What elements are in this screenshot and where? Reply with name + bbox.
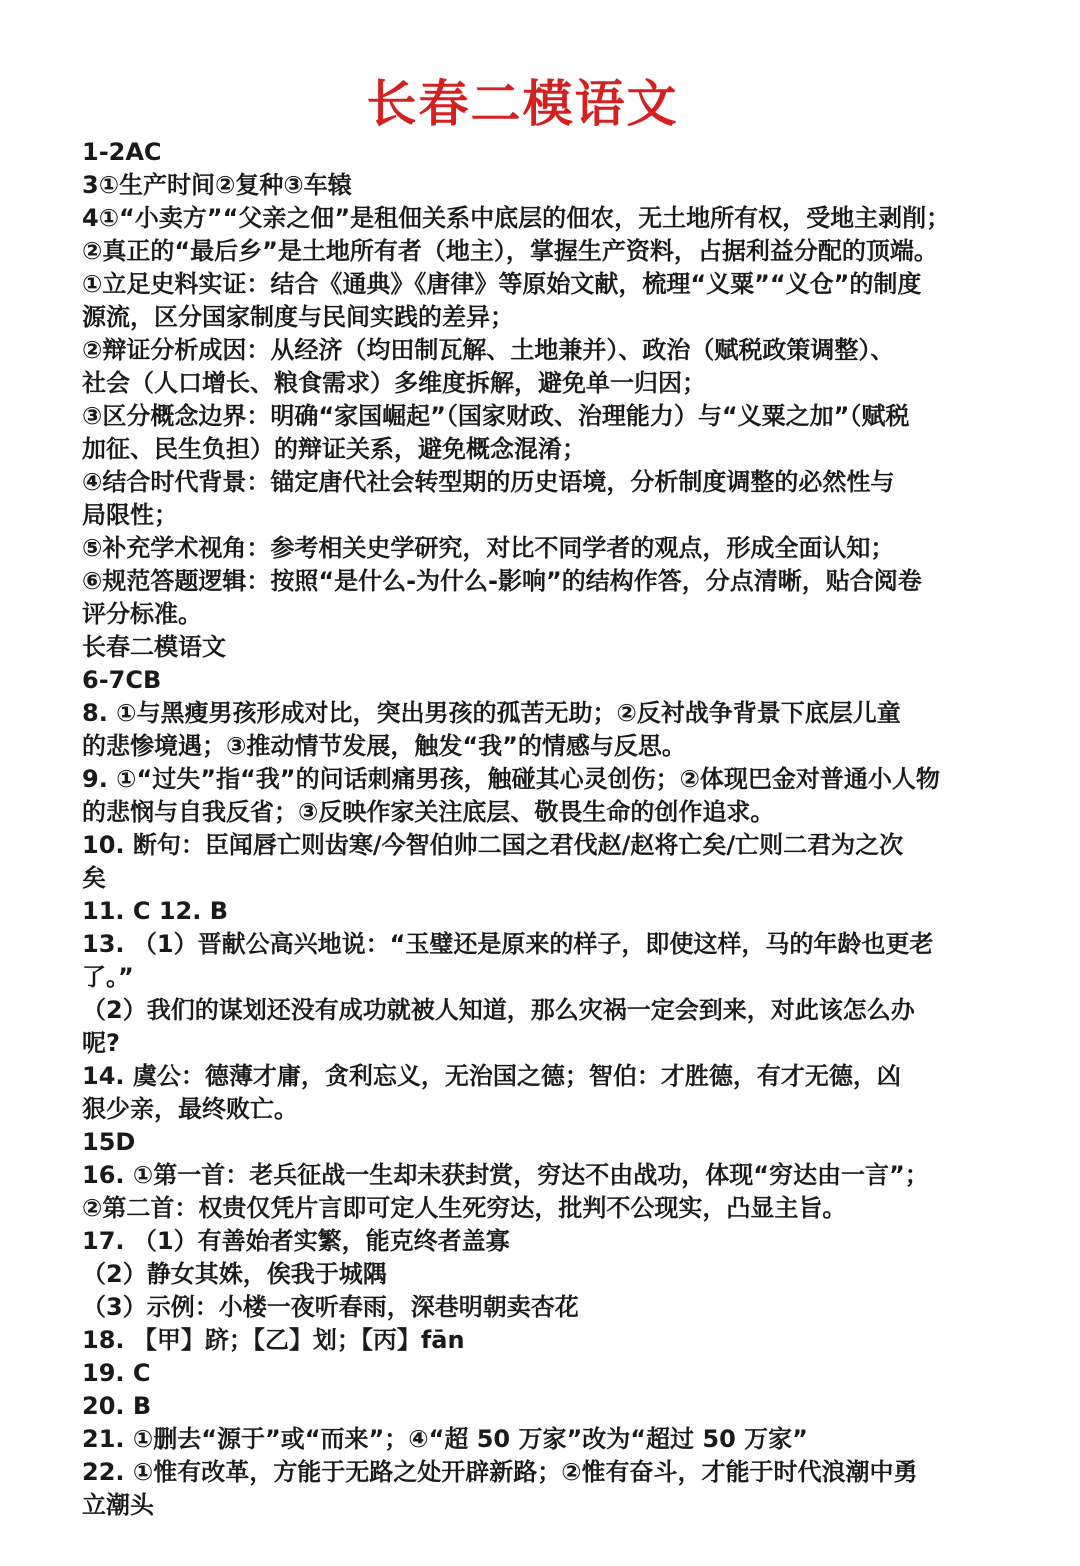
answer-line: 加征、民生负担）的辩证关系，避免概念混淆； — [82, 435, 586, 463]
answer-line: 18. 【甲】跻；【乙】划；【丙】fān — [82, 1326, 465, 1354]
section-heading: 长春二模语文 — [82, 633, 226, 661]
answer-line: 22. ①惟有改革，方能于无路之处开辟新路；②惟有奋斗，才能于时代浪潮中勇 — [82, 1458, 918, 1486]
answer-line: 源流，区分国家制度与民间实践的差异； — [82, 303, 514, 331]
answer-line: 15D — [82, 1128, 136, 1156]
answer-line: ②辩证分析成因：从经济（均田制瓦解、土地兼并）、政治（赋税政策调整）、 — [82, 336, 895, 364]
answer-line: 10. 断句：臣闻唇亡则齿寒/今智伯帅二国之君伐赵/赵将亡矣/亡则二君为之次 — [82, 831, 904, 859]
answer-line: 13. （1）晋献公高兴地说：“玉璧还是原来的样子，即使这样，马的年龄也更老 — [82, 930, 934, 958]
answer-line: ①立足史料实证：结合《通典》《唐律》等原始文献，梳理“义粟”“义仓”的制度 — [82, 270, 922, 298]
answer-line: 17. （1）有善始者实繁，能克终者盖寡 — [82, 1227, 510, 1255]
document-title: 长春二模语文 — [366, 75, 679, 133]
answer-line: ②第二首：权贵仅凭片言即可定人生死穷达，批判不公现实，凸显主旨。 — [82, 1194, 847, 1222]
answer-line: 的悲惨境遇；③推动情节发展，触发“我”的情感与反思。 — [82, 732, 686, 760]
answer-line: 6-7CB — [82, 666, 162, 694]
answer-line: ⑤补充学术视角：参考相关史学研究，对比不同学者的观点，形成全面认知； — [82, 534, 895, 562]
answer-line: 20. B — [82, 1392, 152, 1420]
answer-line: （2）我们的谋划还没有成功就被人知道，那么灾祸一定会到来，对此该怎么办 — [82, 996, 915, 1024]
answer-line: 立潮头 — [82, 1491, 154, 1519]
answer-line: 狠少亲，最终败亡。 — [82, 1095, 298, 1123]
answer-line: ③区分概念边界：明确“家国崛起”（国家财政、治理能力）与“义粟之加”（赋税 — [82, 402, 910, 430]
answer-line: 评分标准。 — [82, 600, 202, 628]
answer-line: ②真正的“最后乡”是土地所有者（地主），掌握生产资料，占据利益分配的顶端。 — [82, 237, 938, 265]
answer-line: 的悲悯与自我反省；③反映作家关注底层、敬畏生命的创作追求。 — [82, 798, 775, 826]
answer-line: （2）静女其姝，俟我于城隅 — [82, 1260, 387, 1288]
answer-line: 11. C 12. B — [82, 897, 229, 925]
answer-line: 1-2AC — [82, 138, 162, 166]
answer-line: 局限性； — [82, 501, 178, 529]
answer-line: ⑥规范答题逻辑：按照“是什么-为什么-影响”的结构作答，分点清晰，贴合阅卷 — [82, 567, 922, 595]
answer-line: ④结合时代背景：锚定唐代社会转型期的历史语境，分析制度调整的必然性与 — [82, 468, 895, 496]
answer-line: （3）示例：小楼一夜听春雨，深巷明朝卖杏花 — [82, 1293, 579, 1321]
answer-line: 14. 虞公：德薄才庸，贪利忘义，无治国之德；智伯：才胜德，有才无德，凶 — [82, 1062, 901, 1090]
answer-line: 矣 — [82, 864, 106, 892]
answer-content — [82, 136, 972, 1522]
answer-line: 社会（人口增长、粮食需求）多维度拆解，避免单一归因； — [82, 369, 706, 397]
answer-line: 呢? — [82, 1029, 120, 1057]
answer-line: 16. ①第一首：老兵征战一生却未获封赏，穷达不由战功，体现“穷达由一言”； — [82, 1161, 929, 1189]
answer-line: 9. ①“过失”指“我”的问话刺痛男孩，触碰其心灵创伤；②体现巴金对普通小人物 — [82, 765, 940, 793]
answer-line: 了。” — [82, 963, 134, 991]
answer-line: 8. ①与黑瘦男孩形成对比，突出男孩的孤苦无助；②反衬战争背景下底层儿童 — [82, 699, 901, 727]
answer-line: 21. ①删去“源于”或“而来”；④“超 50 万家”改为“超过 50 万家” — [82, 1425, 808, 1453]
answer-line: 19. C — [82, 1359, 151, 1387]
answer-line: 4①“小卖方”“父亲之佃”是租佃关系中底层的佃农，无土地所有权，受地主剥削； — [82, 204, 951, 232]
answer-line: 3①生产时间②复种③车辕 — [82, 171, 352, 199]
